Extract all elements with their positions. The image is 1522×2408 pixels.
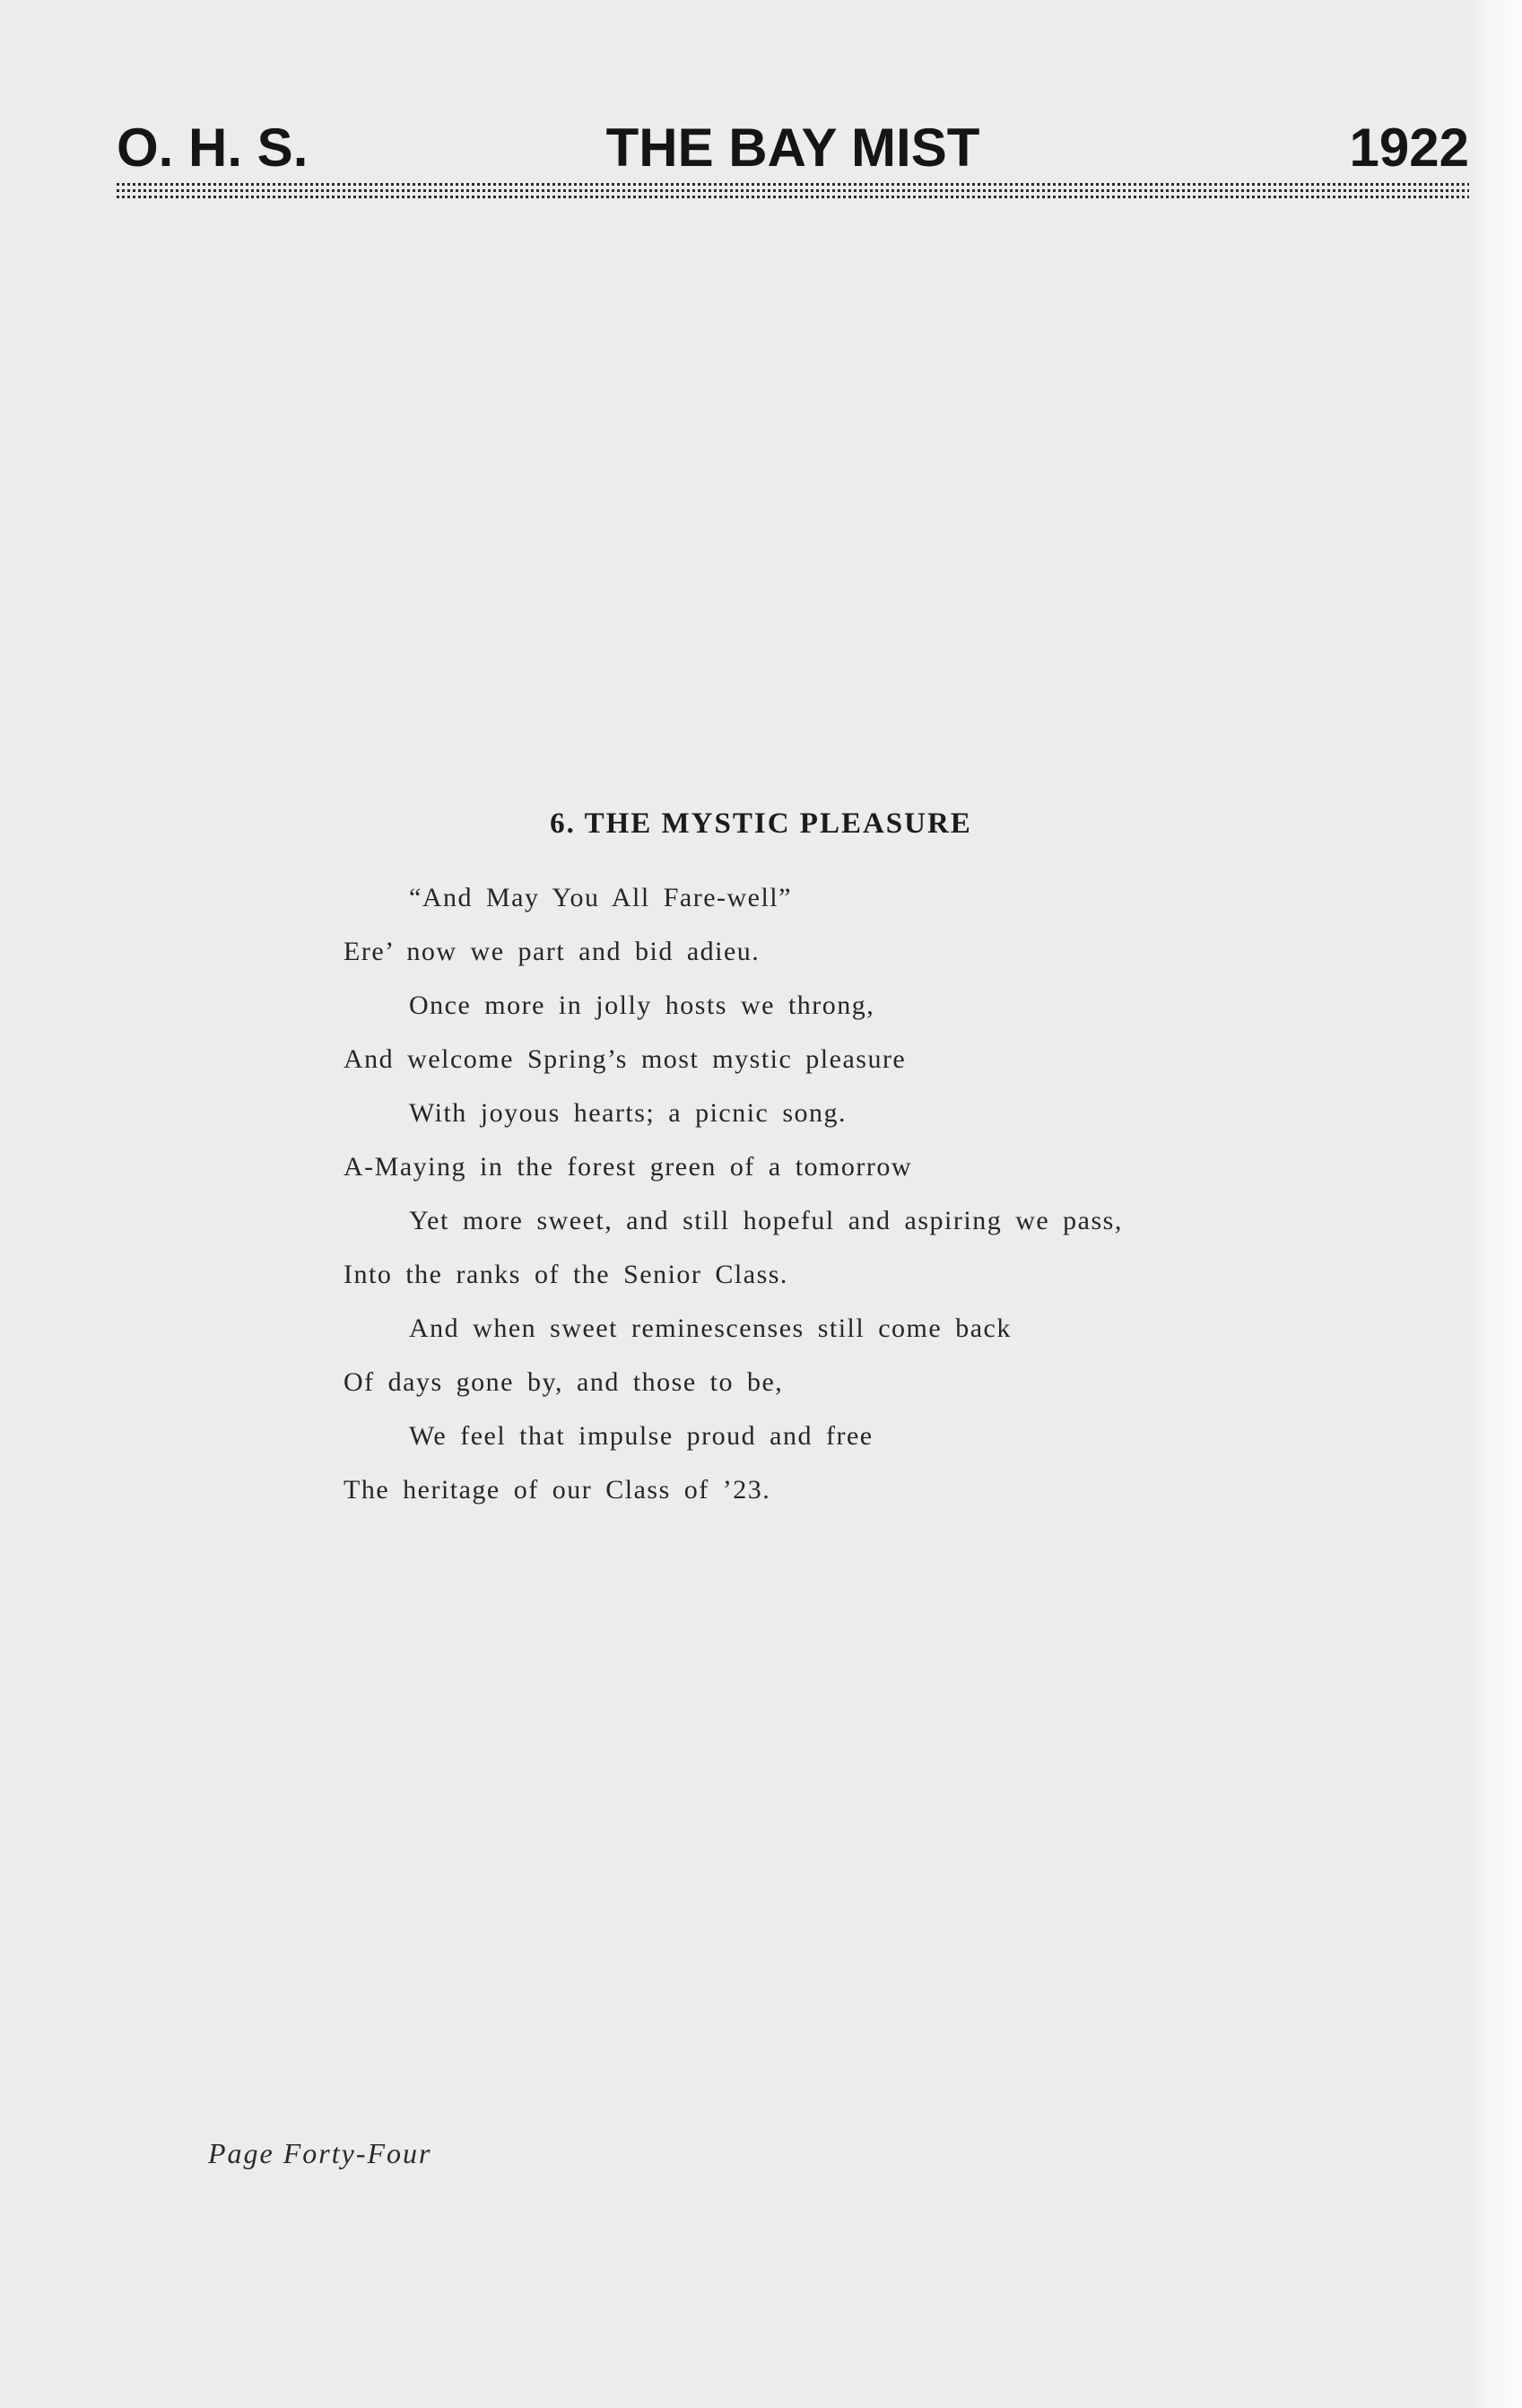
- poem-line: A-Maying in the forest green of a tomorrow: [344, 1152, 913, 1182]
- poem-line: We feel that impulse proud and free: [409, 1421, 874, 1451]
- poem-line: And when sweet reminescenses still come back: [409, 1313, 1012, 1343]
- poem-line: The heritage of our Class of ’23.: [344, 1475, 771, 1505]
- poem-line: Once more in jolly hosts we throng,: [409, 990, 875, 1020]
- header-year: 1922: [1349, 118, 1469, 178]
- poem-line: “And May You All Fare-well”: [409, 883, 792, 912]
- header-school: O. H. S.: [117, 118, 309, 178]
- page-number: Page Forty-Four: [208, 2137, 432, 2169]
- poem-line: Into the ranks of the Senior Class.: [344, 1260, 788, 1289]
- page-edge: [1468, 0, 1522, 2408]
- poem-title: 6. THE MYSTIC PLEASURE: [550, 807, 972, 840]
- poem-line: With joyous hearts; a picnic song.: [409, 1098, 848, 1128]
- poem-line: And welcome Spring’s most mystic pleasure: [344, 1044, 907, 1074]
- poem-body: [344, 881, 1420, 1527]
- header-rule: [117, 181, 1469, 201]
- page-header: [117, 117, 1469, 179]
- poem-line: Ere’ now we part and bid adieu.: [344, 937, 761, 966]
- poem-line: Yet more sweet, and still hopeful and aspiring we pass,: [409, 1206, 1123, 1235]
- poem-line: Of days gone by, and those to be,: [344, 1367, 784, 1397]
- header-title: THE BAY MIST: [605, 118, 980, 178]
